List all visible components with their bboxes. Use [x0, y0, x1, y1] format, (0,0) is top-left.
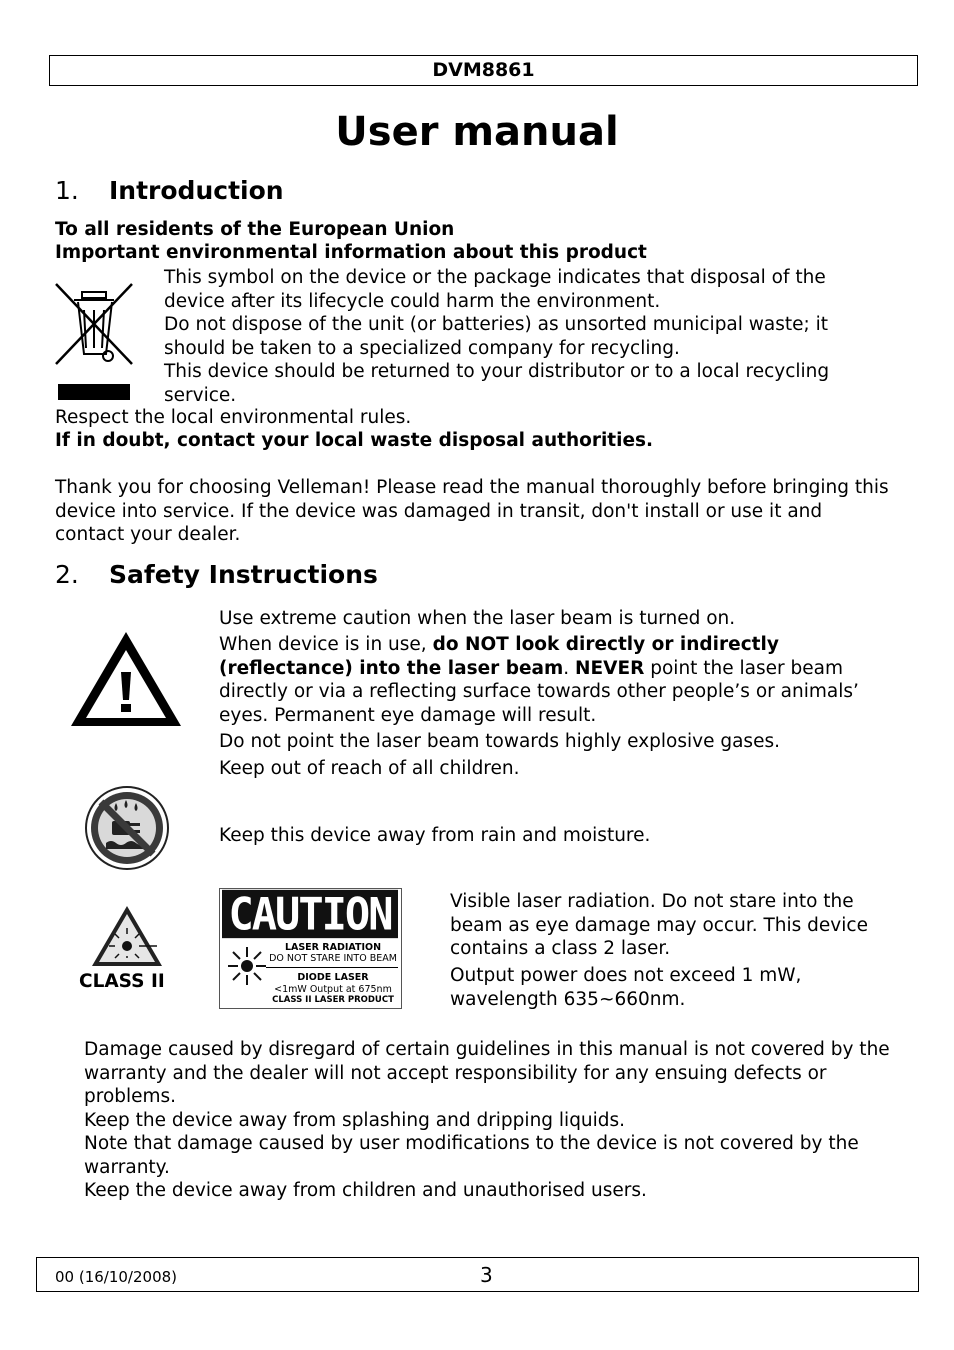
- section2-heading: Safety Instructions: [109, 560, 378, 589]
- doubt-line: If in doubt, contact your local waste disposal authorities.: [55, 430, 654, 451]
- page-number: 3: [480, 1263, 493, 1287]
- laser-warning-icon: [90, 904, 164, 968]
- caution-divider: [266, 967, 398, 968]
- never-line: (reflectance) into the laser beam. NEVER point the laser beam: [219, 658, 844, 679]
- power-line: Output power does not exceed 1 mW,: [450, 965, 802, 986]
- class-ii-label: CLASS II: [79, 971, 165, 992]
- footer-box: [36, 1257, 919, 1292]
- power-line: wavelength 635~660nm.: [450, 988, 686, 1010]
- caution-line2: DO NOT STARE INTO BEAM: [269, 953, 397, 964]
- laser-line: beam as eye damage may occur. This device: [450, 914, 868, 936]
- weee-crossed-bin-icon: [52, 280, 136, 402]
- eye-line: directly or via a reflecting surface towards other people’s or animals’: [219, 681, 859, 702]
- model-number: DVM8861: [432, 59, 535, 81]
- caution-line4: <1mW Output at 675nm: [274, 984, 392, 995]
- eye-line: eyes. Permanent eye damage will result.: [219, 705, 597, 726]
- laser-line: contains a class 2 laser.: [450, 938, 671, 959]
- no-moisture-icon: [84, 785, 170, 871]
- section1-heading: Introduction: [109, 176, 284, 205]
- caution-laser-label: [219, 888, 402, 1009]
- caution-head: CAUTION: [222, 890, 398, 938]
- thanks-paragraph: [55, 476, 889, 547]
- section2-number: 2.: [55, 560, 79, 589]
- power-text: [450, 964, 801, 1011]
- weee-line: This symbol on the device or the package indicates that disposal of the: [164, 267, 826, 288]
- weee-line: service.: [164, 384, 237, 406]
- weee-text: [164, 266, 829, 407]
- eu-line1: To all residents of the European Union: [55, 219, 455, 240]
- warning-triangle-icon: [68, 628, 184, 730]
- closing-line: warranty and the dealer will not accept responsibility for any ensuing defects or: [84, 1062, 827, 1084]
- caution-line1: LASER RADIATION: [284, 942, 382, 953]
- eu-line2: Important environmental information about this product: [55, 242, 647, 263]
- thanks-line: device into service. If the device was damaged in transit, don't install or use it and: [55, 500, 823, 522]
- closing-line: Damage caused by disregard of certain guidelines in this manual is not covered by the: [84, 1039, 890, 1060]
- children-line: Keep out of reach of all children.: [219, 758, 520, 779]
- closing-paragraph: [84, 1038, 890, 1203]
- closing-line: warranty.: [84, 1156, 170, 1178]
- closing-line: Keep the device away from children and unauthorised users.: [84, 1180, 647, 1201]
- laser-text: [450, 890, 868, 961]
- page-title: User manual: [335, 109, 619, 155]
- section1-number: 1.: [55, 176, 79, 205]
- weee-line: should be taken to a specialized company for recycling.: [164, 337, 680, 359]
- weee-line: This device should be returned to your distributor or to a local recycling: [164, 361, 830, 382]
- closing-line: Keep the device away from splashing and dripping liquids.: [84, 1109, 626, 1131]
- rain-line: Keep this device away from rain and moisture.: [219, 825, 651, 846]
- thanks-line: Thank you for choosing Velleman! Please read the manual thoroughly before bringing this: [55, 477, 889, 498]
- respect-line: Respect the local environmental rules.: [55, 407, 412, 428]
- thanks-line: contact your dealer.: [55, 524, 241, 545]
- caution-line5: CLASS II LASER PRODUCT: [272, 995, 394, 1005]
- closing-line: Note that damage caused by user modifications to the device is not covered by the: [84, 1133, 859, 1154]
- laser-starburst-icon: [226, 945, 268, 987]
- laser-line: Visible laser radiation. Do not stare into the: [450, 891, 854, 912]
- caution-line: Use extreme caution when the laser beam is turned on.: [219, 608, 736, 629]
- gases-line: Do not point the laser beam towards highly explosive gases.: [219, 731, 780, 752]
- header-model-box: [49, 55, 918, 86]
- weee-line: device after its lifecycle could harm the environment.: [164, 290, 661, 312]
- footer-version: 00 (16/10/2008): [55, 1268, 178, 1286]
- caution-line3: DIODE LASER: [297, 972, 369, 983]
- look-line: When device is in use, do NOT look directly or indirectly: [219, 634, 779, 655]
- weee-line: Do not dispose of the unit (or batteries) as unsorted municipal waste; it: [164, 314, 829, 335]
- closing-line: problems.: [84, 1086, 177, 1107]
